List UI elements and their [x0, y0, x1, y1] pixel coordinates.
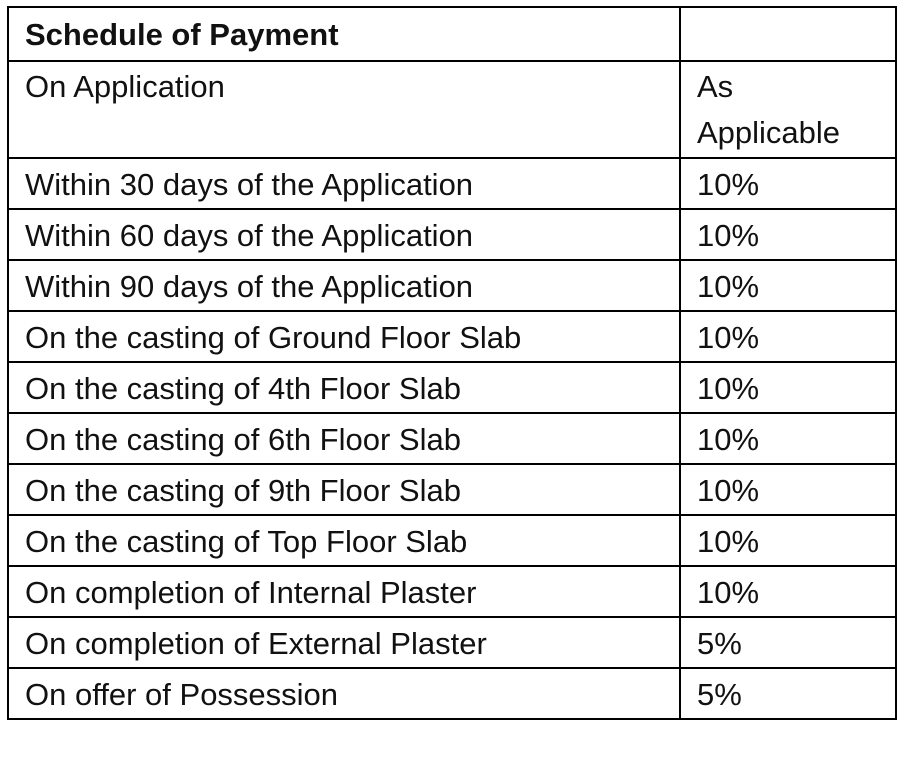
amount-cell [680, 61, 896, 158]
table-row [8, 515, 896, 566]
stage-cell: On Application [8, 61, 680, 158]
table-row [8, 617, 896, 668]
amount-cell: 10% [680, 311, 896, 362]
stage-cell: Within 30 days of the Application [8, 158, 680, 209]
amount-cell: 10% [680, 515, 896, 566]
table-row [8, 260, 896, 311]
stage-cell: On the casting of 4th Floor Slab [8, 362, 680, 413]
table-title-cell: Schedule of Payment [8, 7, 680, 61]
stage-cell: On completion of Internal Plaster [8, 566, 680, 617]
amount-cell: 5% [680, 668, 896, 719]
amount-cell: 10% [680, 260, 896, 311]
amount-cell: 5% [680, 617, 896, 668]
stage-cell: Within 90 days of the Application [8, 260, 680, 311]
table-row [8, 158, 896, 209]
table-header-row [8, 7, 896, 61]
amount-line: As [697, 69, 734, 104]
table-row [8, 61, 896, 158]
table-row [8, 464, 896, 515]
table-row [8, 566, 896, 617]
stage-cell: On the casting of Top Floor Slab [8, 515, 680, 566]
stage-cell: On the casting of Ground Floor Slab [8, 311, 680, 362]
amount-cell: 10% [680, 566, 896, 617]
table-row [8, 209, 896, 260]
stage-cell: On completion of External Plaster [8, 617, 680, 668]
amount-cell: 10% [680, 209, 896, 260]
table-row [8, 311, 896, 362]
payment-schedule-table [7, 6, 897, 720]
amount-line: Applicable [697, 115, 841, 150]
stage-cell: On the casting of 9th Floor Slab [8, 464, 680, 515]
amount-cell: 10% [680, 413, 896, 464]
amount-cell: 10% [680, 158, 896, 209]
table-header-empty-cell [680, 7, 896, 61]
table-row [8, 362, 896, 413]
amount-cell: 10% [680, 464, 896, 515]
stage-cell: On the casting of 6th Floor Slab [8, 413, 680, 464]
stage-cell: Within 60 days of the Application [8, 209, 680, 260]
amount-cell: 10% [680, 362, 896, 413]
table-row [8, 668, 896, 719]
stage-cell: On offer of Possession [8, 668, 680, 719]
payment-schedule-document [7, 6, 897, 720]
table-row [8, 413, 896, 464]
